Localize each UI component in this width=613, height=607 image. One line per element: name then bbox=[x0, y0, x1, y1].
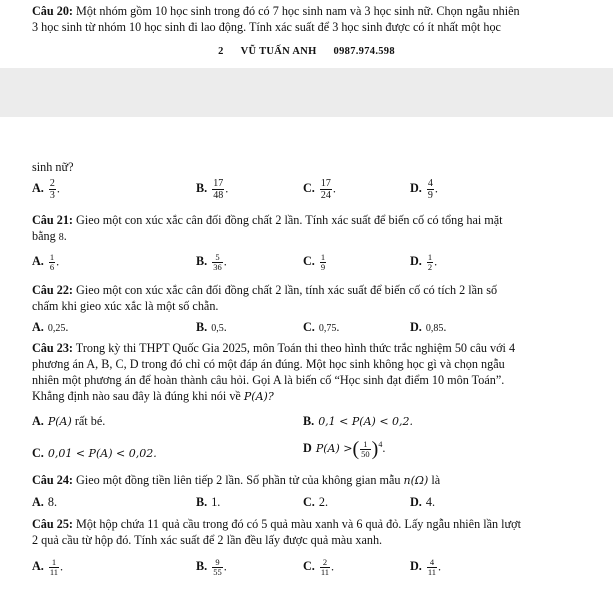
q20-text-2: 3 học sinh từ nhóm 10 học sinh đi lao động. Tính xác suất để 3 học sinh được có ít nhất một học bbox=[32, 20, 501, 34]
q23-option-a[interactable]: A. P(A) rất bé. bbox=[32, 414, 106, 428]
q22-option-a[interactable]: A. 0,25. bbox=[32, 320, 69, 334]
q22-option-d[interactable]: D. 0,85. bbox=[410, 320, 447, 334]
q24-option-a[interactable]: A. 8. bbox=[32, 495, 57, 509]
q23-option-b[interactable]: B. 0,1 < P(A) < 0,2. bbox=[303, 414, 414, 428]
q20-label: Câu 20: bbox=[32, 4, 73, 18]
q20-option-c[interactable]: C. $\frac{17}{24}$ . bbox=[303, 178, 336, 201]
q23-label: Câu 23: bbox=[32, 341, 73, 355]
q23-line-1: Câu 23: Trong kỳ thi THPT Quốc Gia 2025, môn Toán thi theo hình thức trắc nghiệm 50 câu với 4 bbox=[32, 341, 516, 355]
q22-option-b[interactable]: B. 0,5. bbox=[196, 320, 227, 334]
page-footer bbox=[0, 44, 613, 59]
q20-line-1 bbox=[32, 4, 520, 19]
q22-line-1: Câu 22: Gieo một con xúc xắc cân đối đồng chất 2 lần, tính xác suất để biến cố có tích 2 lần số bbox=[32, 283, 498, 297]
q25-option-b[interactable]: B. $\frac{9}{55}$ . bbox=[196, 557, 227, 577]
q20-option-d[interactable]: D. $\frac{4}{9}$ . bbox=[410, 178, 438, 201]
q23-line-3: nhiên một phương án để hoàn thành câu hỏi. Gọi A là biến cố “Học sinh đạt điểm 10 môn Toán”. bbox=[32, 373, 505, 387]
q25-label: Câu 25: bbox=[32, 517, 73, 531]
q22-label: Câu 22: bbox=[32, 283, 73, 297]
q24-option-b[interactable]: B. 1. bbox=[196, 495, 221, 509]
q21-option-b[interactable]: B. $\frac{5}{36}$ . bbox=[196, 252, 227, 272]
q22-option-c[interactable]: C. 0,75. bbox=[303, 320, 340, 334]
q23-line-4: Khẳng định nào sau đây là đúng khi nói về P(A)? bbox=[32, 389, 274, 403]
q25-option-c[interactable]: C. $\frac{2}{11}$ . bbox=[303, 557, 335, 577]
q20-option-a[interactable]: A. $\frac{2}{3}$ . bbox=[32, 178, 60, 201]
q24-line-1: Câu 24: Gieo một đồng tiền liên tiếp 2 lần. Số phần tử của không gian mẫu n(Ω) là bbox=[32, 473, 441, 487]
q25-option-a[interactable]: A. $\frac{1}{11}$ . bbox=[32, 557, 64, 577]
page-number: 2 bbox=[218, 46, 224, 57]
q20-text-1: Một nhóm gồm 10 học sinh trong đó có 7 học sinh nam và 3 học sinh nữ. Chọn ngẫu nhiên bbox=[76, 4, 520, 18]
page-top-section bbox=[0, 0, 613, 68]
q22-line-2: chấm khi gieo xúc xắc là một số chẵn. bbox=[32, 299, 219, 313]
q21-option-d[interactable]: D. $\frac{1}{2}$ . bbox=[410, 252, 438, 272]
q25-line-2: 2 quả cầu từ hộp đó. Tính xác suất để 2 lần đều lấy được quả màu xanh. bbox=[32, 533, 383, 547]
author-name: VŨ TUẤN ANH bbox=[240, 46, 317, 57]
q24-label: Câu 24: bbox=[32, 473, 73, 487]
q25-option-d[interactable]: D. $\frac{4}{11}$ . bbox=[410, 557, 442, 577]
page-break-gap bbox=[0, 68, 613, 117]
q21-label: Câu 21: bbox=[32, 213, 73, 227]
q23-option-d[interactable]: D P(A) >( $\frac{1}{50}$ )$^4$. bbox=[303, 437, 386, 460]
q21-line-1: Câu 21: Gieo một con xúc xắc cân đối đồng chất 2 lần. Tính xác suất để biến cố có tổng hai mặt bbox=[32, 213, 503, 227]
page-main-section bbox=[0, 117, 613, 607]
author-phone: 0987.974.598 bbox=[333, 46, 395, 57]
q20-continuation: sinh nữ? bbox=[32, 160, 74, 174]
q25-line-1: Câu 25: Một hộp chứa 11 quả cầu trong đó có 5 quả màu xanh và 6 quả đỏ. Lấy ngẫu nhiên lần lượt bbox=[32, 517, 521, 531]
q21-option-a[interactable]: A. $\frac{1}{6}$ . bbox=[32, 252, 60, 272]
q24-option-d[interactable]: D. 4. bbox=[410, 495, 435, 509]
q21-option-c[interactable]: C. $\frac{1}{9}$ bbox=[303, 252, 326, 272]
q23-line-2: phương án A, B, C, D trong đó chỉ có một đáp án đúng. Một học sinh không học gì và chọn ngẫu bbox=[32, 357, 505, 371]
q20-option-b[interactable]: B. $\frac{17}{48}$ . bbox=[196, 178, 229, 201]
q20-line-2 bbox=[32, 20, 501, 35]
q23-option-c[interactable]: C. 0,01 < P(A) < 0,02. bbox=[32, 446, 157, 460]
q24-option-c[interactable]: C. 2. bbox=[303, 495, 328, 509]
q21-line-2: bằng 8. bbox=[32, 229, 67, 243]
